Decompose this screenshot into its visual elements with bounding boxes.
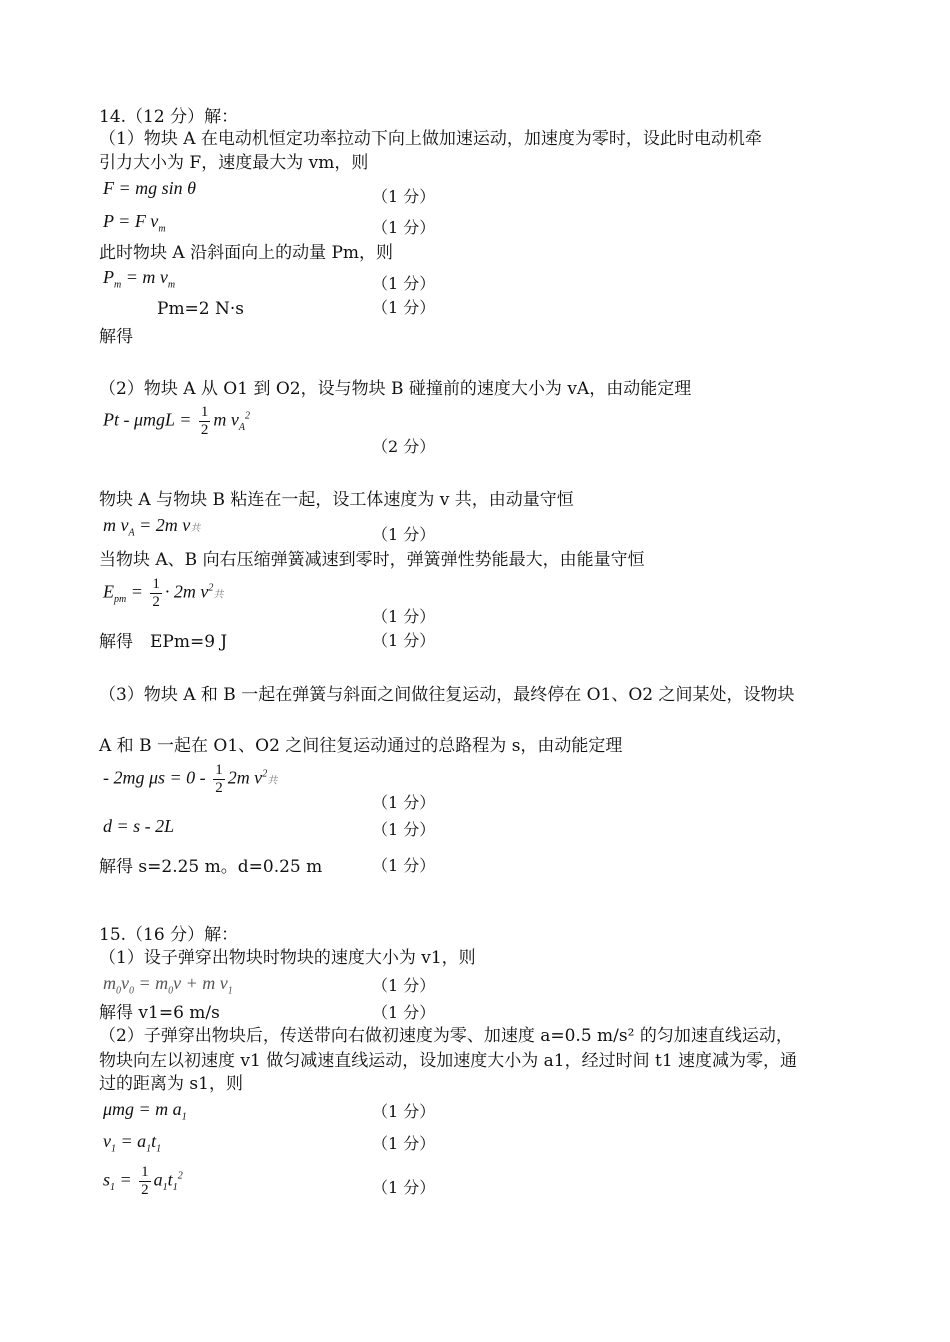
q14-p1-jiede: 解得 [99,327,133,347]
score-label: （2 分） [372,437,436,456]
score-label: （1 分） [372,1178,436,1197]
q14-p2-result: 解得 EPm=9 J [99,632,228,652]
q14-eq-force: F = mg sin θ [103,178,196,198]
score-label: （1 分） [372,1102,436,1121]
score-label: （1 分） [372,525,436,544]
q14-eq-energy-conservation: $E_{pm}$ = $\frac{1}{2}$ · 2m $v^2$共 [103,576,224,610]
q14-eq-work-energy-2: - 2mg μs = 0 - $\frac{1}{2}$ 2m $v^2$共 [103,762,278,796]
q14-p1-intro-line2: 引力大小为 F，速度最大为 vm，则 [99,153,369,173]
score-label: （1 分） [372,607,436,626]
q15-header: 15.（16 分）解： [99,925,239,945]
q14-eq-distance: d = s - 2L [103,816,175,836]
q14-eq-power: P = F $v_m$ [103,211,166,235]
q14-p3-intro-line2: A 和 B 一起在 O1、O2 之间往复运动通过的总路程为 s，由动能定理 [99,736,623,756]
score-label: （1 分） [372,298,436,317]
q15-p1-result: 解得 v1=6 m/s [99,1003,220,1023]
q14-eq-work-energy: Pt - μmgL = $\frac{1}{2}$ m $v_A^2$ [103,404,250,438]
q15-p2-line1: （2）子弹穿出物块后，传送带向右做初速度为零、加速度 a=0.5 m/s² 的匀加速直线运动， [99,1026,793,1046]
q14-eq-momentum: $P_m = m$ $v_m$ [103,267,176,291]
q15-p2-line2: 物块向左以初速度 v1 做匀减速直线运动，设加速度大小为 a1，经过时间 t1 速度减为零，通 [99,1051,798,1071]
score-label: （1 分） [372,218,436,237]
score-label: （1 分） [372,1134,436,1153]
score-label: （1 分） [372,856,436,875]
score-label: （1 分） [372,274,436,293]
q14-p3-result: 解得 s=2.25 m。d=0.25 m [99,857,323,877]
q14-eq-momentum-conservation: m $v_A = 2m$ v共 [103,515,201,539]
q15-eq-displacement: $s_1$ = $\frac{1}{2}$ $a_1t_1^2$ [103,1164,183,1198]
score-label: （1 分） [372,187,436,206]
q14-p1-result: Pm=2 N·s [157,299,245,319]
q14-p2-text3: 当物块 A、B 向右压缩弹簧减速到零时，弹簧弹性势能最大，由能量守恒 [99,550,645,570]
score-label: （1 分） [372,1003,436,1022]
q14-p2-intro: （2）物块 A 从 O1 到 O2，设与物块 B 碰撞前的速度大小为 vA，由动能定理 [99,379,692,399]
score-label: （1 分） [372,976,436,995]
score-label: （1 分） [372,793,436,812]
q14-p3-intro-line1: （3）物块 A 和 B 一起在弹簧与斜面之间做往复运动，最终停在 O1、O2 之间某处，设物块 [99,685,795,705]
q15-eq-bullet-momentum: $m_0v_0 = m_0v + m$ $v_1$ [103,973,233,997]
q14-p2-text2: 物块 A 与物块 B 粘连在一起，设工体速度为 v 共，由动量守恒 [99,490,574,510]
score-label: （1 分） [372,631,436,650]
q15-eq-friction: μmg = m $a_1$ [103,1099,187,1123]
q14-p1-intro-line1: （1）物块 A 在电动机恒定功率拉动下向上做加速运动，加速度为零时，设此时电动机牵 [99,129,762,149]
score-label: （1 分） [372,820,436,839]
q15-p2-line3: 过的距离为 s1，则 [99,1074,243,1094]
q15-eq-velocity: $v_1 = a_1t_1$ [103,1131,162,1155]
q15-p1-intro: （1）设子弹穿出物块时物块的速度大小为 v1，则 [99,948,476,968]
q14-header: 14.（12 分）解： [99,107,239,127]
q14-p1-text2: 此时物块 A 沿斜面向上的动量 Pm，则 [99,243,394,263]
